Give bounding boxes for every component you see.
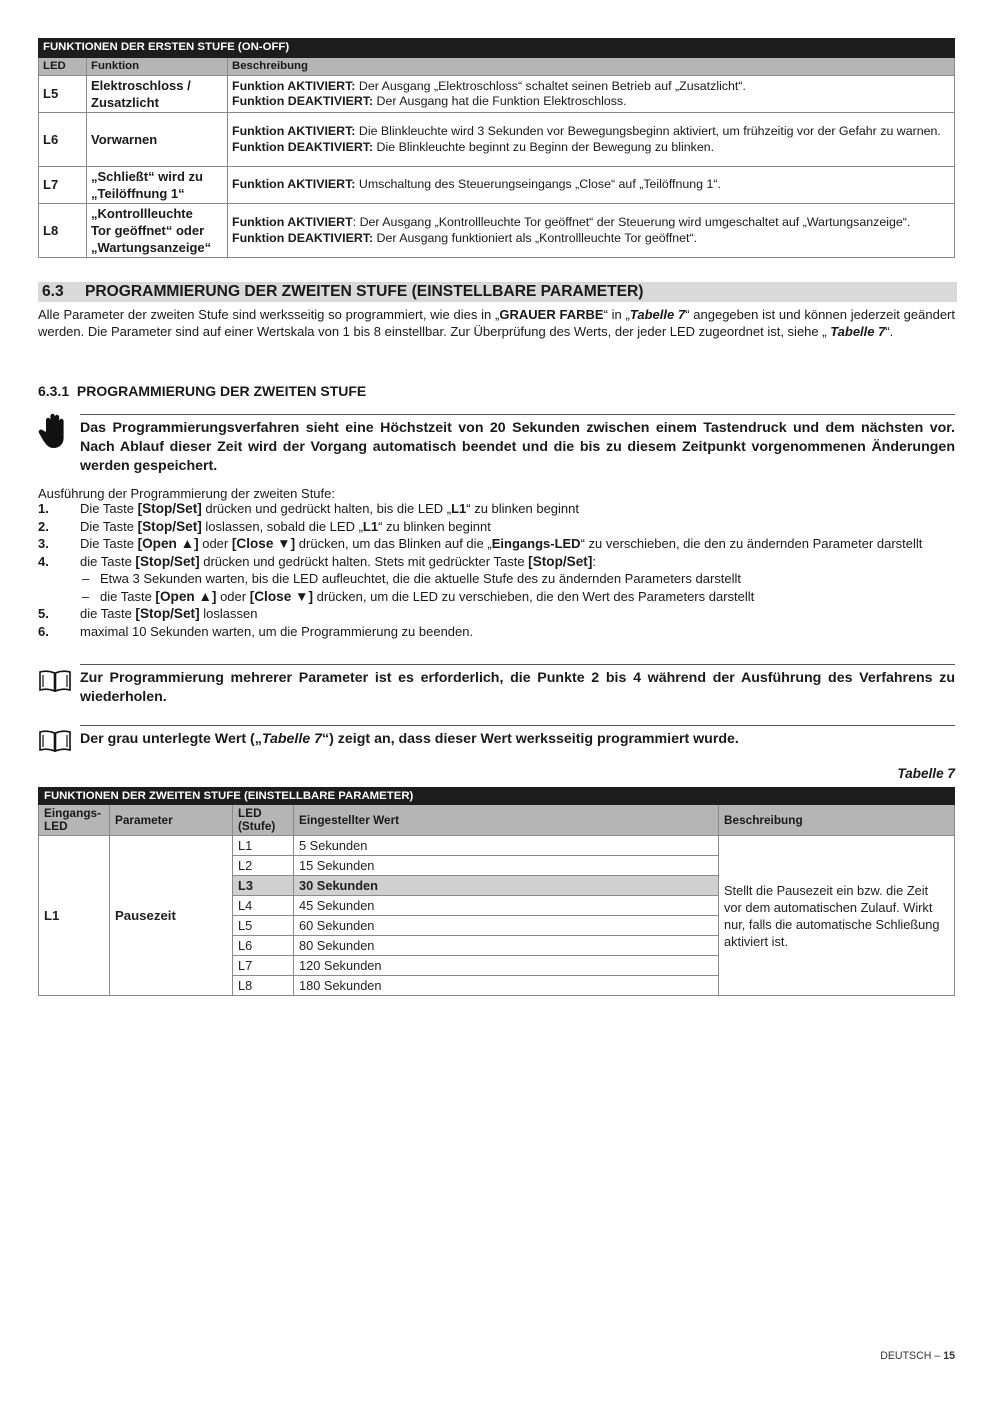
divider bbox=[80, 414, 955, 415]
table-row bbox=[39, 113, 955, 167]
led-level-cell: L4 bbox=[233, 896, 294, 916]
book-icon bbox=[38, 669, 72, 698]
led-level-cell: L7 bbox=[233, 956, 294, 976]
hand-stop-icon bbox=[38, 412, 72, 455]
column-header-parameter: Parameter bbox=[110, 805, 233, 836]
led-cell: L6 bbox=[39, 113, 87, 167]
value-cell: 60 Sekunden bbox=[294, 916, 719, 936]
led-cell: L7 bbox=[39, 167, 87, 204]
first-level-functions-table bbox=[38, 38, 955, 258]
column-header-value: Eingestellter Wert bbox=[294, 805, 719, 836]
column-header-led: LED bbox=[39, 57, 87, 76]
column-header-description: Beschreibung bbox=[719, 805, 955, 836]
table-row bbox=[39, 167, 955, 204]
led-level-cell: L6 bbox=[233, 936, 294, 956]
value-cell: 180 Sekunden bbox=[294, 976, 719, 996]
column-header-description: Beschreibung bbox=[228, 57, 955, 76]
function-cell: „Kontrollleuchte Tor geöffnet“ oder „Wartungsanzeige“ bbox=[87, 204, 228, 258]
column-header-led-level: LED (Stufe) bbox=[233, 805, 294, 836]
description-cell: Funktion AKTIVIERT: Umschaltung des Steuerungseingangs „Close“ auf „Teilöffnung 1“. bbox=[228, 167, 955, 204]
table-row bbox=[39, 836, 955, 856]
procedure-intro: Ausführung der Programmierung der zweiten Stufe: bbox=[38, 486, 335, 501]
led-level-cell: L2 bbox=[233, 856, 294, 876]
value-cell: 80 Sekunden bbox=[294, 936, 719, 956]
table-row bbox=[39, 76, 955, 113]
procedure-steps bbox=[38, 500, 955, 640]
table-caption: FUNKTIONEN DER ZWEITEN STUFE (EINSTELLBARE PARAMETER) bbox=[39, 788, 955, 805]
section-number: 6.3 bbox=[42, 283, 64, 300]
description-cell: Funktion AKTIVIERT: Die Blinkleuchte wird 3 Sekunden vor Bewegungsbeginn aktiviert, um frühzeitig vor der Gefahr zu warnen. Funktion DEAKTIVIERT: Die Blinkleuchte beginnt zu Beginn der Bewegung zu blinken. bbox=[228, 113, 955, 167]
list-item: 1. Die Taste [Stop/Set] drücken und gedrückt halten, bis die LED „L1“ zu blinken beginnt bbox=[38, 501, 579, 516]
value-cell: 120 Sekunden bbox=[294, 956, 719, 976]
led-level-cell: L3 bbox=[233, 876, 294, 896]
led-level-cell: L5 bbox=[233, 916, 294, 936]
input-led-cell: L1 bbox=[39, 836, 110, 996]
sub-list-item: – die Taste [Open ▲] oder [Close ▼] drücken, um die LED zu verschieben, die den Wert des Parameters darstellt bbox=[82, 588, 755, 604]
description-cell: Funktion AKTIVIERT: Der Ausgang „Kontrollleuchte Tor geöffnet“ der Steuerung wird umgeschaltet auf „Wartungsanzeige“. Funktion DEAKTIVIERT: Der Ausgang funktioniert als „Kontrollleuchte Tor geöffnet“. bbox=[228, 204, 955, 258]
function-cell: „Schließt“ wird zu „Teilöffnung 1“ bbox=[87, 167, 228, 204]
function-cell: Elektroschloss / Zusatzlicht bbox=[87, 76, 228, 113]
column-header-input-led: Eingangs- LED bbox=[39, 805, 110, 836]
subsection-heading: 6.3.1 PROGRAMMIERUNG DER ZWEITEN STUFE bbox=[38, 383, 367, 399]
led-level-cell: L1 bbox=[233, 836, 294, 856]
parameter-cell: Pausezeit bbox=[110, 836, 233, 996]
function-cell: Vorwarnen bbox=[87, 113, 228, 167]
description-cell: Funktion AKTIVIERT: Der Ausgang „Elektroschloss“ schaltet seinen Betrieb auf „Zusatzlicht“. Funktion DEAKTIVIERT: Der Ausgang hat die Funktion Elektroschloss. bbox=[228, 76, 955, 113]
led-cell: L8 bbox=[39, 204, 87, 258]
book-icon bbox=[38, 729, 72, 758]
divider bbox=[80, 725, 955, 726]
led-cell: L5 bbox=[39, 76, 87, 113]
table-caption: FUNKTIONEN DER ERSTEN STUFE (ON-OFF) bbox=[39, 39, 955, 58]
sub-list-item: – Etwa 3 Sekunden warten, bis die LED aufleuchtet, die die aktuelle Stufe des zu ändernden Parameters darstellt bbox=[82, 571, 741, 586]
list-item: 5. die Taste [Stop/Set] loslassen bbox=[38, 606, 258, 621]
divider bbox=[80, 664, 955, 665]
section-intro: Alle Parameter der zweiten Stufe sind werksseitig so programmiert, wie dies in „GRAUER FARBE“ in „Tabelle 7“ angegeben ist und können jederzeit geändert werden. Die Parameter sind auf einer Wertskala von 1 bis 8 einstellbar. Zur Überprüfung des Werts, der jeder LED zugeordnet ist, siehe „ Tabelle 7“. bbox=[38, 307, 955, 339]
value-cell: 30 Sekunden bbox=[294, 876, 719, 896]
table-row bbox=[39, 204, 955, 258]
list-item: 6. maximal 10 Sekunden warten, um die Programmierung zu beenden. bbox=[38, 623, 474, 639]
value-cell: 15 Sekunden bbox=[294, 856, 719, 876]
warning-note: Das Programmierungsverfahren sieht eine Höchstzeit von 20 Sekunden zwischen einem Tastendruck und dem nächsten vor. Nach Ablauf dieser Zeit wird der Vorgang automatisch beendet und die bis zu diesem Zeitpunkt vorgenommenen Änderungen werden gespeichert. bbox=[80, 420, 955, 474]
list-item: 4. die Taste [Stop/Set] drücken und gedrückt halten. Stets mit gedrückter Taste [Stop/Set]: bbox=[38, 553, 596, 569]
section-title: PROGRAMMIERUNG DER ZWEITEN STUFE (EINSTELLBARE PARAMETER) bbox=[85, 283, 644, 300]
value-cell: 45 Sekunden bbox=[294, 896, 719, 916]
led-level-cell: L8 bbox=[233, 976, 294, 996]
page-number: 15 bbox=[943, 1350, 955, 1362]
column-header-function: Funktion bbox=[87, 57, 228, 76]
table-label: Tabelle 7 bbox=[897, 766, 955, 781]
list-item: 3. Die Taste [Open ▲] oder [Close ▼] drücken, um das Blinken auf die „Eingangs-LED“ zu verschieben, die den zu ändernden Parameter darstellt bbox=[38, 536, 923, 551]
second-level-parameters-table bbox=[38, 787, 955, 996]
info-note: Der grau unterlegte Wert („Tabelle 7“) zeigt an, dass dieser Wert werksseitig programmiert wurde. bbox=[80, 731, 739, 747]
description-cell: Stellt die Pausezeit ein bzw. die Zeit vor dem automatischen Zulauf. Wirkt nur, falls die automatische Schließung aktiviert ist. bbox=[719, 836, 955, 996]
info-note: Zur Programmierung mehrerer Parameter ist es erforderlich, die Punkte 2 bis 4 während der Ausführung des Verfahrens zu wiederholen. bbox=[80, 670, 955, 705]
page-footer: DEUTSCH – 15 bbox=[880, 1350, 955, 1362]
section-heading bbox=[38, 282, 957, 302]
list-item: 2. Die Taste [Stop/Set] loslassen, sobald die LED „L1“ zu blinken beginnt bbox=[38, 518, 491, 534]
value-cell: 5 Sekunden bbox=[294, 836, 719, 856]
